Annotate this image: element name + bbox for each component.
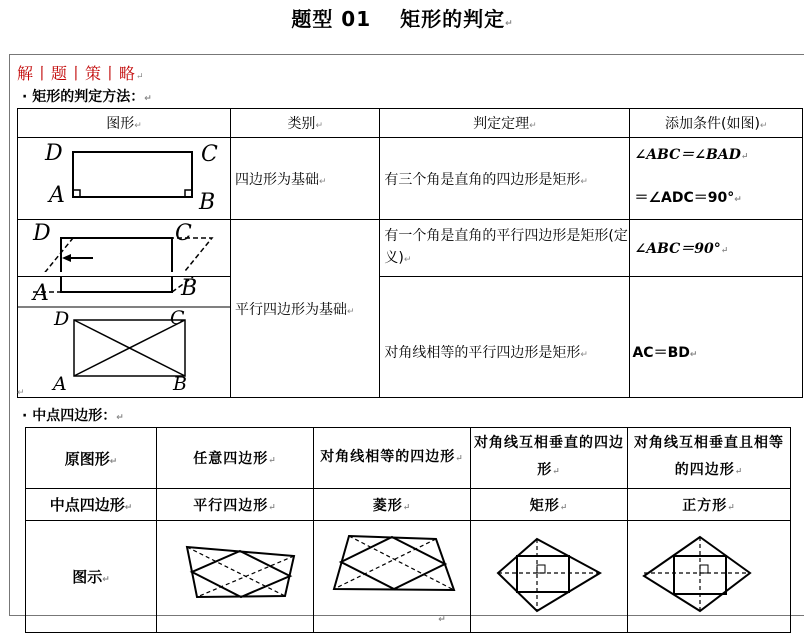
vertex-label-b: B [173, 373, 187, 393]
condition-line: ＝∠ADC＝90°↵ [634, 190, 742, 206]
midpoint-shape-cell: 矩形↵ [471, 489, 628, 521]
table-row [26, 521, 791, 633]
perpendicular-diagonals-diagram [471, 529, 627, 620]
column-header: 判定定理↵ [380, 109, 630, 138]
condition-line: ∠ABC＝∠BAD↵ [634, 147, 749, 163]
equal-diagonals-diagram [314, 521, 470, 612]
vertex-label-b: B [181, 277, 198, 301]
vertex-label-a: A [33, 281, 49, 306]
diagram-cell: ↵ [314, 521, 471, 633]
vertex-label-d: D [54, 308, 70, 330]
figure-cell [18, 138, 231, 220]
row-header: 中点四边形↵ [26, 489, 157, 521]
vertex-label-c: C [170, 307, 185, 329]
category-cell: 平行四边形为基础↵ [231, 220, 380, 398]
vertex-label-a: A [49, 183, 65, 208]
condition-cell: ∠ABC＝90°↵ [630, 220, 803, 277]
category-cell: 四边形为基础↵ [231, 138, 380, 220]
table-row [18, 277, 803, 398]
midpoint-shape-cell: 平行四边形↵ [157, 489, 314, 521]
figure-cell [18, 277, 231, 398]
vertex-label-a: A [53, 373, 67, 393]
section-heading-rectangle-criteria: · 矩形的判定方法：↵ [22, 89, 152, 105]
midpoint-shape-cell: 菱形↵ [314, 489, 471, 521]
vertex-label-d: D [33, 221, 51, 246]
parallelogram-figure [18, 220, 230, 272]
table-row [26, 428, 791, 489]
row-header: 原图形↵ [26, 428, 157, 489]
arbitrary-quadrilateral-diagram [157, 529, 313, 620]
table-row [26, 489, 791, 521]
diagram-cell [157, 521, 314, 633]
table-row [18, 138, 803, 220]
original-shape-cell: 对角线互相垂直的四边形↵ [471, 428, 628, 489]
table-row [18, 220, 803, 277]
vertex-label-d: D [45, 141, 63, 166]
midpoint-shape-cell: 正方形↵ [628, 489, 791, 521]
page-title: 题型 01 矩形的判定↵ [291, 7, 514, 31]
perpendicular-equal-diagonals-diagram [628, 529, 790, 620]
diagram-cell [471, 521, 628, 633]
condition-cell [630, 138, 803, 220]
paragraph-mark: ↵ [17, 388, 25, 398]
vertex-label-b: B [199, 190, 216, 215]
original-shape-cell: 任意四边形↵ [157, 428, 314, 489]
section-heading-midpoint-quadrilateral: · 中点四边形：↵ [22, 408, 124, 424]
theorem-cell: 有一个角是直角的平行四边形是矩形(定义)↵ [380, 220, 630, 277]
figure-cell [18, 220, 231, 277]
theorem-cell: 对角线相等的平行四边形是矩形↵ [380, 277, 630, 398]
parallelogram-figure-lower [18, 277, 230, 393]
rectangle-criteria-table [17, 108, 803, 398]
vertex-label-c: C [201, 142, 218, 167]
vertex-label-c: C [175, 221, 192, 246]
row-header: 图示↵ [26, 521, 157, 633]
diagram-cell [628, 521, 791, 633]
table-header-row [18, 109, 803, 138]
rectangle-figure [18, 138, 230, 215]
column-header: 图形↵ [18, 109, 231, 138]
original-shape-cell: 对角线相等的四边形↵ [314, 428, 471, 489]
column-header: 添加条件(如图)↵ [630, 109, 803, 138]
original-shape-cell: 对角线互相垂直且相等的四边形↵ [628, 428, 791, 489]
strategy-label: 解丨题丨策丨略↵ [17, 64, 145, 83]
column-header: 类别↵ [231, 109, 380, 138]
midpoint-quadrilateral-table [25, 427, 791, 633]
condition-cell: AC＝BD↵ [630, 277, 803, 398]
theorem-cell: 有三个角是直角的四边形是矩形↵ [380, 138, 630, 220]
